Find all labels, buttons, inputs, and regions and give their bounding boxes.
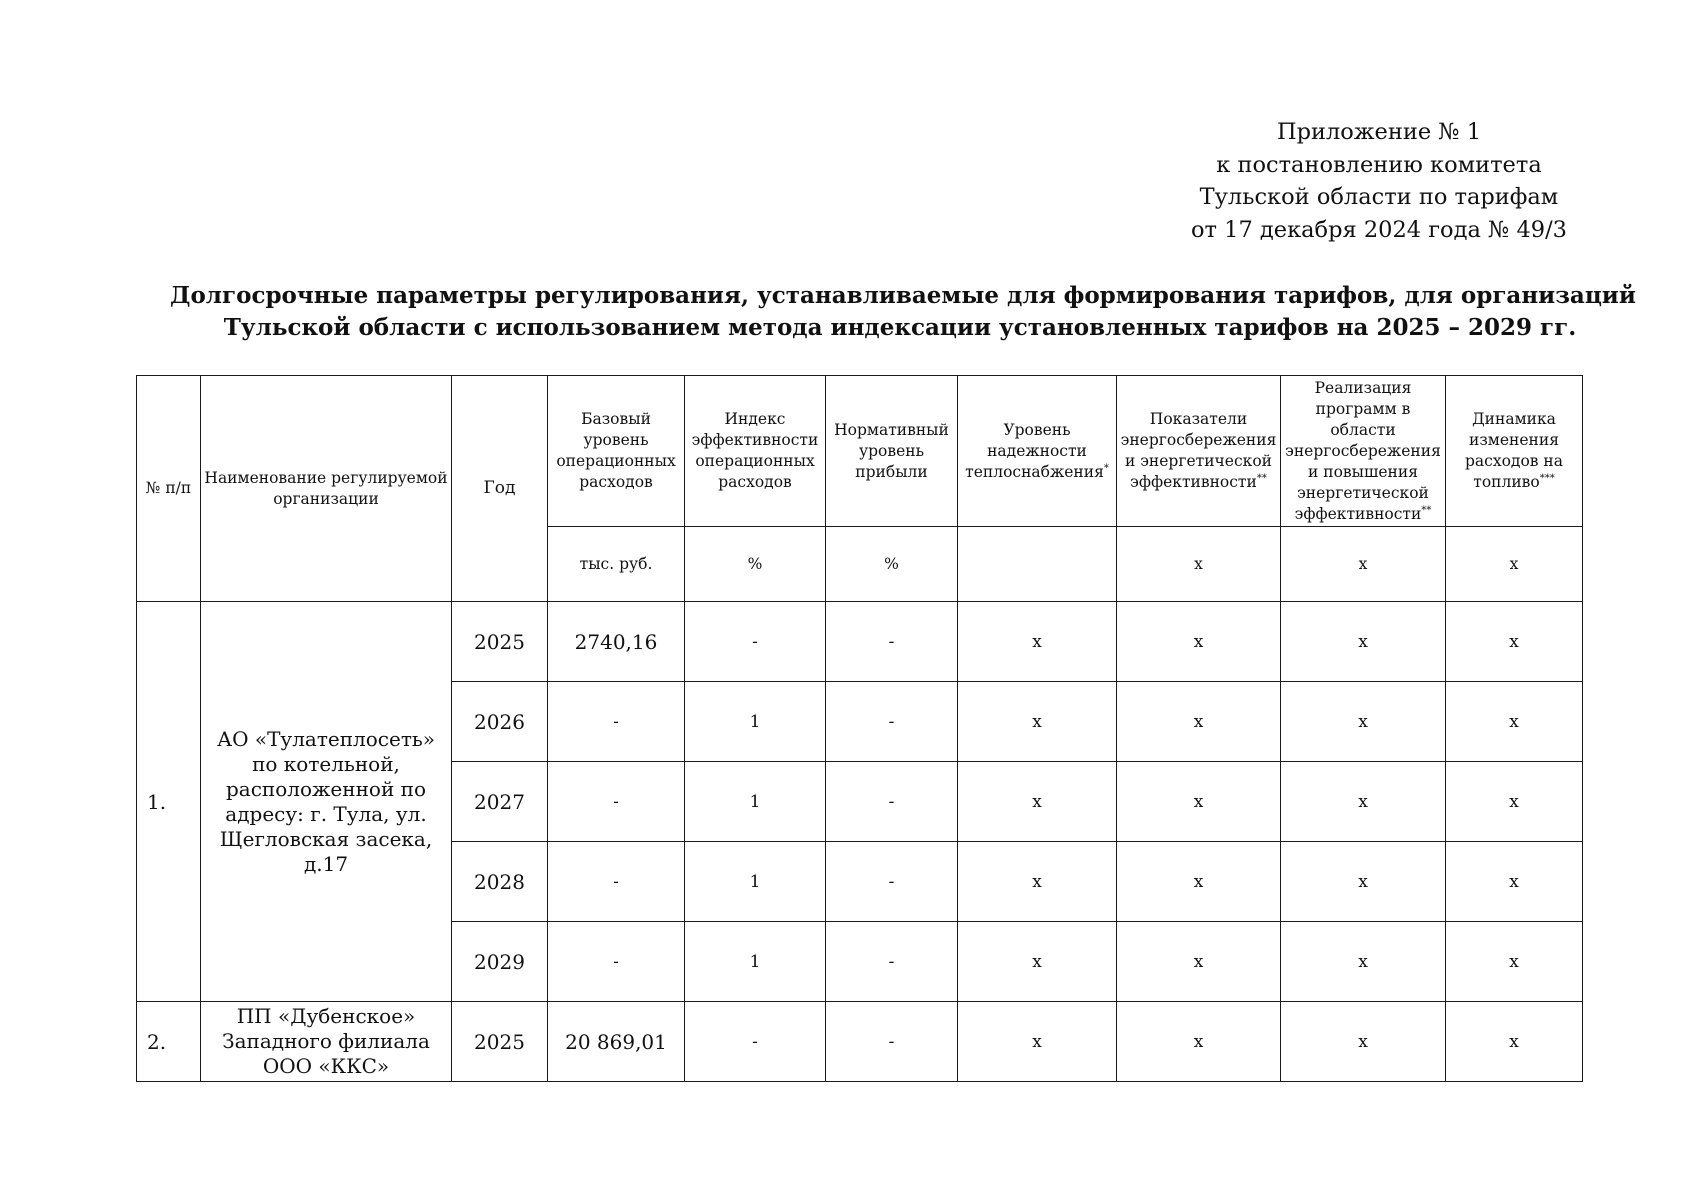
reliability-cell: x xyxy=(958,1002,1117,1082)
year-cell: 2029 xyxy=(452,922,548,1002)
header-reliability-text: Уровень надежности теплоснабжения xyxy=(965,420,1104,481)
fuel-cell: x xyxy=(1446,682,1583,762)
base-cell: 20 869,01 xyxy=(548,1002,685,1082)
header-programs-text: Реализация программ в области энергосбережения и повышения энергетической эффективности xyxy=(1285,378,1441,523)
document-title xyxy=(170,280,1636,344)
header-programs xyxy=(1281,376,1446,527)
header-year: Год xyxy=(452,376,548,602)
base-cell: 2740,16 xyxy=(548,602,685,682)
unit-reliability xyxy=(958,527,1117,602)
header-energy xyxy=(1117,376,1281,527)
base-cell: - xyxy=(548,762,685,842)
index-cell: 1 xyxy=(685,842,826,922)
parameters-table xyxy=(136,375,1583,1082)
energy-cell: x xyxy=(1117,1002,1281,1082)
year-cell: 2026 xyxy=(452,682,548,762)
index-cell: - xyxy=(685,1002,826,1082)
header-num: № п/п xyxy=(137,376,201,602)
reliability-cell: x xyxy=(958,682,1117,762)
profit-cell: - xyxy=(826,842,958,922)
title-line-2: Тульской области с использованием метода индексации установленных тарифов на 2025 – 2029 гг. xyxy=(223,314,1577,341)
unit-base: тыс. руб. xyxy=(548,527,685,602)
unit-programs: x xyxy=(1281,527,1446,602)
org-number: 2. xyxy=(137,1002,201,1082)
programs-cell: x xyxy=(1281,682,1446,762)
header-index: Индекс эффективности операционных расходов xyxy=(685,376,826,527)
table-row xyxy=(137,602,1583,682)
footnote-mark: ** xyxy=(1256,472,1267,484)
base-cell: - xyxy=(548,842,685,922)
header-profit: Нормативный уровень прибыли xyxy=(826,376,958,527)
energy-cell: x xyxy=(1117,602,1281,682)
header-fuel-text: Динамика изменения расходов на топливо xyxy=(1464,410,1564,491)
base-cell: - xyxy=(548,682,685,762)
footnote-mark: *** xyxy=(1539,472,1555,484)
appendix-line-2: к постановлению комитета xyxy=(1216,151,1542,178)
unit-energy: x xyxy=(1117,527,1281,602)
reliability-cell: x xyxy=(958,602,1117,682)
year-cell: 2028 xyxy=(452,842,548,922)
index-cell: - xyxy=(685,602,826,682)
fuel-cell: x xyxy=(1446,602,1583,682)
base-cell: - xyxy=(548,922,685,1002)
energy-cell: x xyxy=(1117,922,1281,1002)
appendix-line-4: от 17 декабря 2024 года № 49/3 xyxy=(1190,216,1567,243)
profit-cell: - xyxy=(826,602,958,682)
unit-fuel: x xyxy=(1446,527,1583,602)
header-fuel xyxy=(1446,376,1583,527)
energy-cell: x xyxy=(1117,682,1281,762)
programs-cell: x xyxy=(1281,842,1446,922)
index-cell: 1 xyxy=(685,922,826,1002)
year-cell: 2027 xyxy=(452,762,548,842)
profit-cell: - xyxy=(826,762,958,842)
fuel-cell: x xyxy=(1446,842,1583,922)
footnote-mark: * xyxy=(1103,462,1109,474)
fuel-cell: x xyxy=(1446,1002,1583,1082)
reliability-cell: x xyxy=(958,922,1117,1002)
programs-cell: x xyxy=(1281,922,1446,1002)
title-line-1: Долгосрочные параметры регулирования, устанавливаемые для формирования тарифов, для организаций xyxy=(170,282,1636,309)
appendix-block xyxy=(1150,116,1608,246)
programs-cell: x xyxy=(1281,1002,1446,1082)
org-name: ПП «Дубенское» Западного филиала ООО «ККС» xyxy=(201,1002,452,1082)
org-name: АО «Тулатеплосеть» по котельной, расположенной по адресу: г. Тула, ул. Щегловская засека, д.17 xyxy=(201,602,452,1002)
appendix-line-3: Тульской области по тарифам xyxy=(1199,184,1559,210)
energy-cell: x xyxy=(1117,762,1281,842)
index-cell: 1 xyxy=(685,762,826,842)
unit-index: % xyxy=(685,527,826,602)
year-cell: 2025 xyxy=(452,602,548,682)
reliability-cell: x xyxy=(958,842,1117,922)
fuel-cell: x xyxy=(1446,762,1583,842)
header-energy-text: Показатели энергосбережения и энергетической эффективности xyxy=(1120,410,1277,491)
profit-cell: - xyxy=(826,922,958,1002)
index-cell: 1 xyxy=(685,682,826,762)
header-base: Базовый уровень операционных расходов xyxy=(548,376,685,527)
org-number: 1. xyxy=(137,602,201,1002)
appendix-line-1: Приложение № 1 xyxy=(1276,119,1482,145)
year-cell: 2025 xyxy=(452,1002,548,1082)
programs-cell: x xyxy=(1281,762,1446,842)
header-org: Наименование регулируемой организации xyxy=(201,376,452,602)
table-row xyxy=(137,1002,1583,1082)
footnote-mark: ** xyxy=(1421,504,1432,516)
energy-cell: x xyxy=(1117,842,1281,922)
profit-cell: - xyxy=(826,682,958,762)
header-reliability xyxy=(958,376,1117,527)
reliability-cell: x xyxy=(958,762,1117,842)
profit-cell: - xyxy=(826,1002,958,1082)
unit-profit: % xyxy=(826,527,958,602)
header-row xyxy=(137,376,1583,527)
fuel-cell: x xyxy=(1446,922,1583,1002)
programs-cell: x xyxy=(1281,602,1446,682)
